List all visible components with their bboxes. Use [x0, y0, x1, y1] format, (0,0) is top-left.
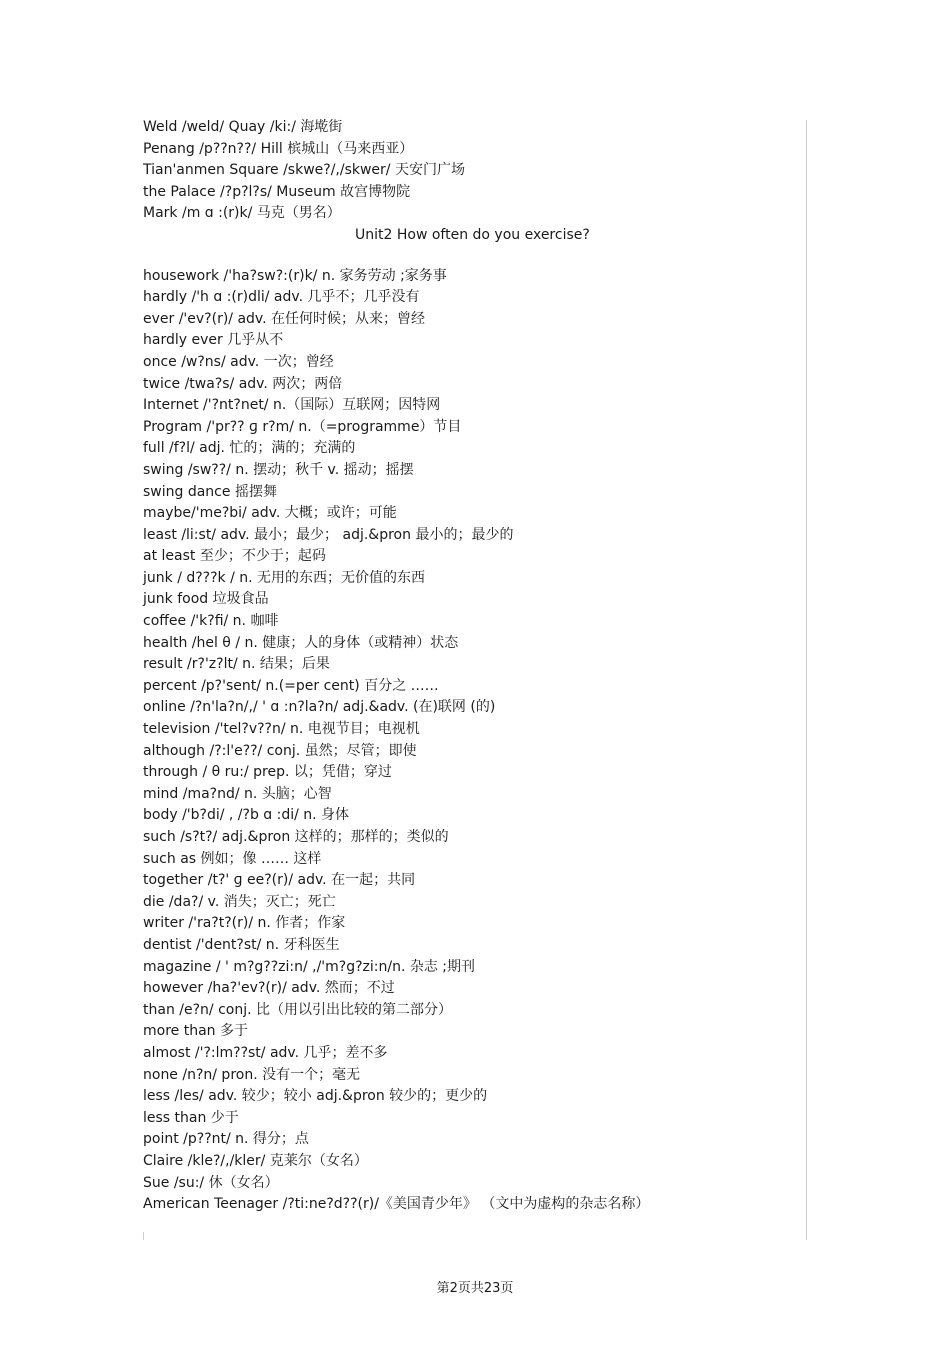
vocab-entry: die /da?/ v. 消失；灭亡；死亡 [143, 893, 336, 910]
vocab-entry: Sue /su:/ 休（女名） [143, 1174, 279, 1191]
vocab-entry: twice /twa?s/ adv. 两次；两倍 [143, 375, 343, 392]
vocab-entry: dentist /'dent?st/ n. 牙科医生 [143, 936, 340, 953]
vocab-entry: once /w?ns/ adv. 一次；曾经 [143, 353, 334, 370]
vocab-entry: less /les/ adv. 较少；较小 adj.&pron 较少的；更少的 [143, 1088, 488, 1105]
vocab-entry: more than 多于 [143, 1023, 248, 1040]
vocab-entry: magazine / ' m?g??zi:n/ ,/'m?g?zi:n/n. 杂志 ;期刊 [143, 958, 476, 975]
vocab-entry: through / θ ru:/ prep. 以；凭借；穿过 [143, 764, 392, 781]
vocab-entry: online /?n'la?n/,/ ' ɑ :n?la?n/ adj.&adv. (在)联网 (的) [143, 699, 496, 716]
section-spacer [143, 247, 793, 266]
vocab-entry: junk / d???k / n. 无用的东西；无价值的东西 [143, 569, 426, 586]
vocab-entry: least /li:st/ adv. 最小；最少； adj.&pron 最小的；最少的 [143, 526, 514, 543]
vocab-entry: however /ha?'ev?(r)/ adv. 然而；不过 [143, 980, 395, 997]
vocab-entry: point /p??nt/ n. 得分；点 [143, 1131, 309, 1148]
vocab-entry: although /?:l'e??/ conj. 虽然；尽管；即使 [143, 742, 417, 759]
page-number-footer: 第2页共23页 [436, 1281, 514, 1296]
vocab-entry: Tian'anmen Square /skwe?/,/skwer/ 天安门广场 [143, 162, 465, 179]
vocab-entry: none /n?n/ pron. 没有一个；毫无 [143, 1066, 361, 1083]
vocab-entry: hardly /'h ɑ :(r)dli/ adv. 几乎不；几乎没有 [143, 289, 420, 306]
vocab-entry: television /'tel?v??n/ n. 电视节目；电视机 [143, 721, 420, 738]
vocab-entry: Mark /m ɑ :(r)k/ 马克（男名） [143, 205, 341, 222]
vocab-entry: result /r?'z?lt/ n. 结果；后果 [143, 656, 330, 673]
vocab-entry: maybe/'me?bi/ adv. 大概；或许；可能 [143, 505, 397, 522]
vocab-entry: Program /'pr?? ɡ r?m/ n.（=programme）节目 [143, 418, 462, 435]
vocab-entry: Penang /p??n??/ Hill 槟城山（马来西亚） [143, 140, 414, 157]
vocab-entry: almost /'?:lm??st/ adv. 几乎；差不多 [143, 1044, 388, 1061]
vocab-entry: the Palace /?p?l?s/ Museum 故宫博物院 [143, 183, 411, 200]
vocab-entry: such as 例如；像 …… 这样 [143, 850, 322, 867]
vocab-entry: Claire /kle?/,/kler/ 克莱尔（女名） [143, 1152, 368, 1169]
vocab-entry: such /s?t?/ adj.&pron 这样的；那样的；类似的 [143, 829, 449, 845]
vocab-entry: percent /p?'sent/ n.(=per cent) 百分之 …… [143, 677, 439, 694]
vocab-entry: Internet /'?nt?net/ n.（国际）互联网；因特网 [143, 397, 441, 414]
vocab-entry: less than 少于 [143, 1109, 239, 1126]
vocab-entry: together /t?' ɡ ee?(r)/ adv. 在一起；共同 [143, 872, 416, 889]
vocab-entry: at least 至少；不少于；起码 [143, 548, 326, 565]
right-margin-rule [806, 120, 807, 1240]
place-names-list [143, 117, 793, 225]
vocab-entry: hardly ever 几乎从不 [143, 332, 284, 349]
vocab-entry: swing dance 摇摆舞 [143, 483, 277, 500]
vocab-entry: Weld /weld/ Quay /ki:/ 海墘街 [143, 119, 343, 135]
vocab-entry: full /f?l/ adj. 忙的；满的；充满的 [143, 440, 356, 457]
vocab-entry: coffee /'k?fi/ n. 咖啡 [143, 613, 279, 630]
unit-title: Unit2 How often do you exercise? [355, 226, 590, 243]
vocab-entry: junk food 垃圾食品 [143, 591, 269, 608]
vocab-entry: ever /'ev?(r)/ adv. 在任何时候；从来；曾经 [143, 310, 426, 327]
vocabulary-list [143, 266, 793, 1216]
vocab-entry: writer /'ra?t?(r)/ n. 作者；作家 [143, 915, 346, 932]
vocab-entry: swing /sw??/ n. 摆动；秋千 v. 摇动；摇摆 [143, 461, 414, 478]
vocabulary-content [143, 117, 793, 1216]
vocab-entry: body /'b?di/ , /?b ɑ :di/ n. 身体 [143, 807, 350, 824]
vocab-entry: mind /ma?nd/ n. 头脑；心智 [143, 785, 332, 802]
left-margin-rule [143, 1232, 144, 1240]
vocab-entry: American Teenager /?ti:ne?d??(r)/《美国青少年》 （文中为虚构的杂志名称） [143, 1196, 650, 1213]
vocab-entry: than /e?n/ conj. 比（用以引出比较的第二部分） [143, 1001, 452, 1018]
vocab-entry: housework /'ha?sw?:(r)k/ n. 家务劳动 ;家务事 [143, 267, 447, 284]
vocab-entry: health /hel θ / n. 健康；人的身体（或精神）状态 [143, 634, 459, 651]
